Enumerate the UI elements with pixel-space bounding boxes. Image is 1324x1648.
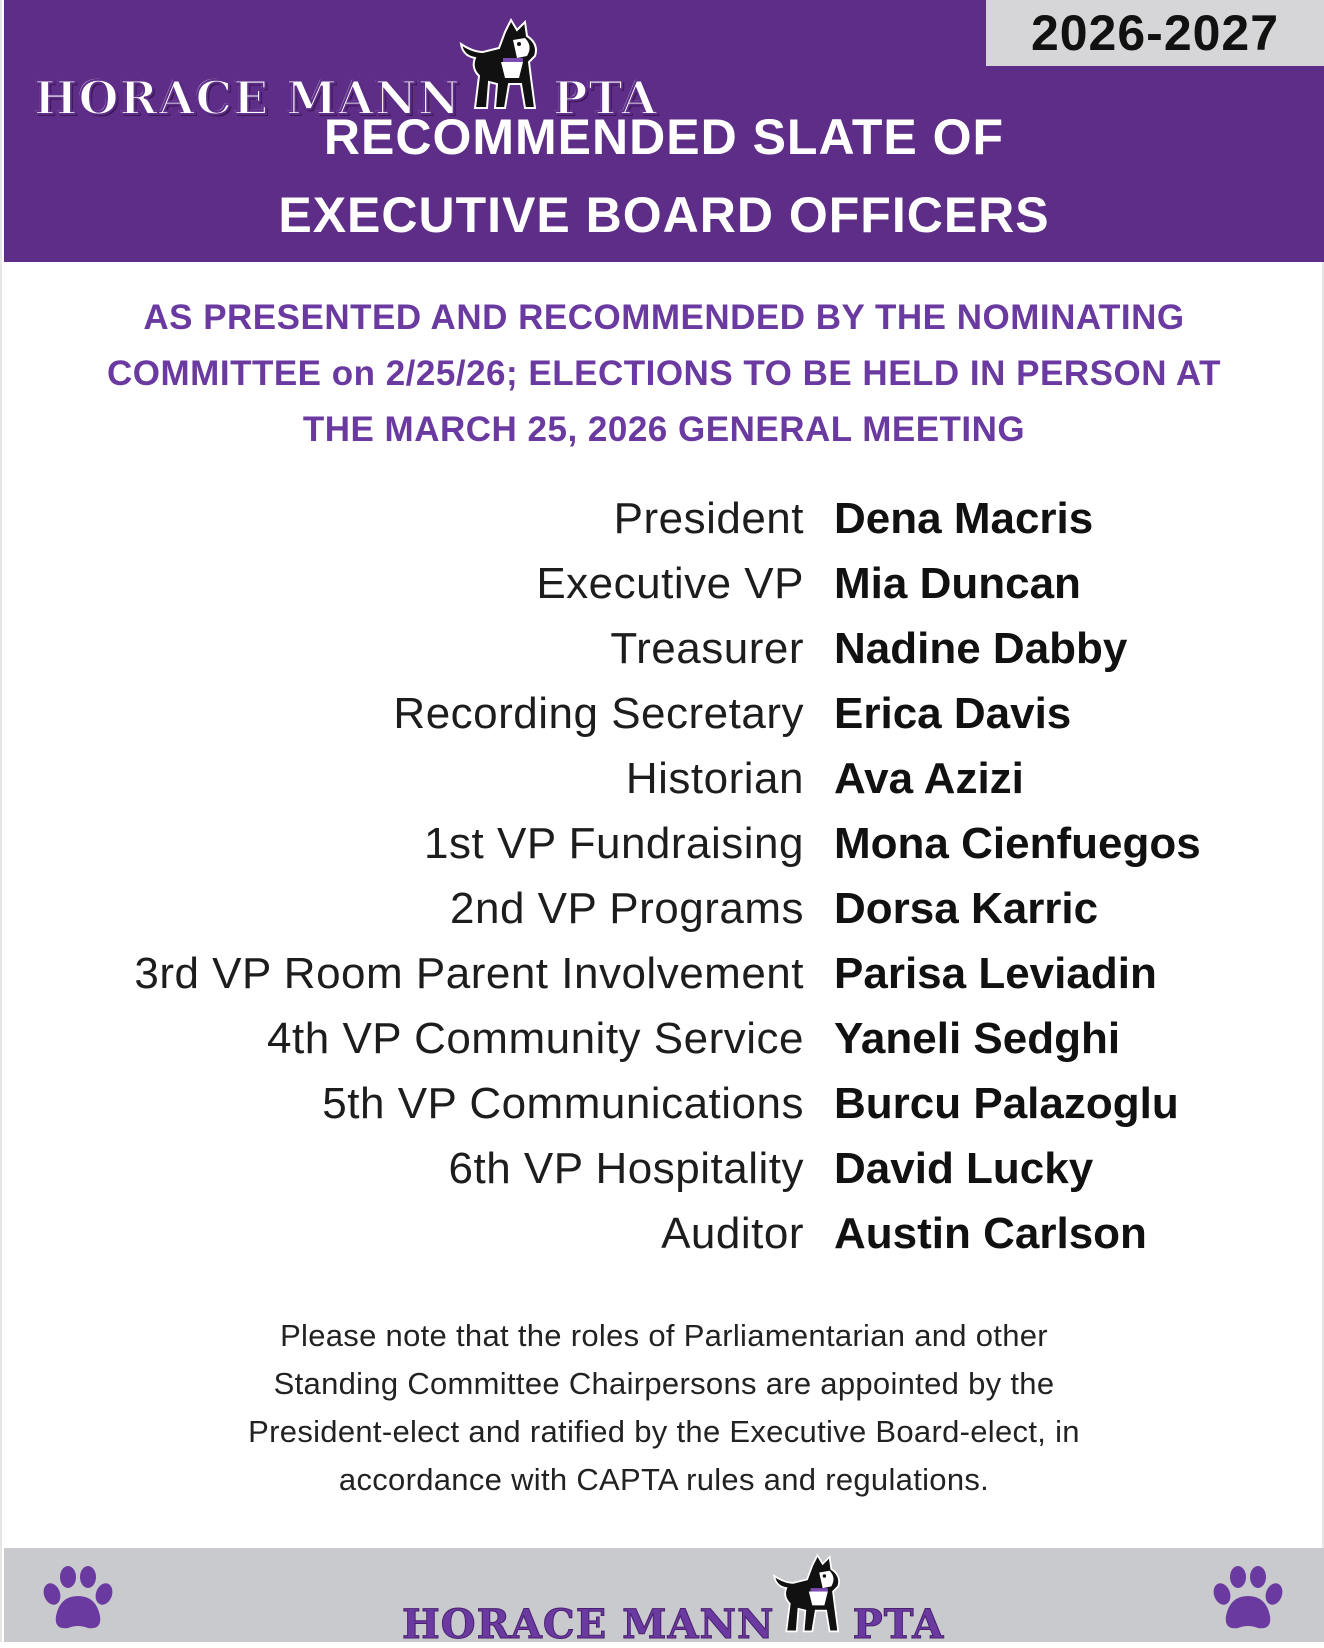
page-title-line-2: EXECUTIVE BOARD OFFICERS [278, 187, 1050, 243]
officer-row [2, 754, 1324, 819]
footer-logo-text-school: HORACE MANN [402, 1601, 775, 1648]
subtitle-line-2: COMMITTEE on 2/25/26; ELECTIONS TO BE HELD IN PERSON AT [107, 354, 1221, 393]
officer-role: Treasurer [610, 624, 804, 673]
paw-print-icon [40, 1564, 116, 1639]
logo-text-pta: PTA [552, 71, 658, 125]
officer-name: Erica Davis [834, 689, 1072, 738]
officer-row [2, 494, 1324, 559]
footer-logo-text-pta: PTA [852, 1601, 945, 1648]
footer-banner [4, 1548, 1324, 1648]
officer-role: 1st VP Fundraising [424, 819, 804, 868]
officer-row [2, 1144, 1324, 1209]
officer-role: 4th VP Community Service [267, 1014, 804, 1063]
officer-name: Nadine Dabby [834, 624, 1128, 673]
logo-text-school: HORACE MANN [34, 71, 461, 125]
page-title-line-1: RECOMMENDED SLATE OF [323, 109, 1005, 165]
officer-role: Recording Secretary [393, 689, 804, 738]
officer-slate-list [2, 494, 1324, 1274]
officer-name: Dena Macris [834, 494, 1094, 543]
officer-role: 3rd VP Room Parent Involvement [134, 949, 804, 998]
officer-role: 6th VP Hospitality [448, 1144, 804, 1193]
officer-role: President [613, 494, 804, 543]
officer-row [2, 819, 1324, 884]
officer-role: Historian [625, 754, 804, 803]
officer-row [2, 559, 1324, 624]
officer-name: Dorsa Karric [834, 884, 1099, 933]
officer-role: Executive VP [536, 559, 804, 608]
officer-role: 2nd VP Programs [450, 884, 804, 933]
note-line-1: Please note that the roles of Parliamentarian and other [280, 1318, 1048, 1353]
note-line-2: Standing Committee Chairpersons are appointed by the [273, 1366, 1055, 1401]
officer-name: Mia Duncan [834, 559, 1081, 608]
officer-role: 5th VP Communications [322, 1079, 804, 1128]
note-line-3: President-elect and ratified by the Executive Board-elect, in [248, 1414, 1080, 1449]
officer-role: Auditor [661, 1209, 804, 1258]
officer-name: Ava Azizi [834, 754, 1024, 803]
officer-row [2, 1014, 1324, 1079]
officer-name: Yaneli Sedghi [834, 1014, 1121, 1063]
header-banner [4, 0, 1324, 262]
officer-name: Parisa Leviadin [834, 949, 1157, 998]
officer-row [2, 624, 1324, 689]
officer-row [2, 1079, 1324, 1144]
officer-row [2, 689, 1324, 754]
officer-name: Austin Carlson [834, 1209, 1147, 1258]
officer-row [2, 884, 1324, 949]
note-line-4: accordance with CAPTA rules and regulations. [338, 1462, 990, 1497]
officer-name: Burcu Palazoglu [834, 1079, 1179, 1128]
subtitle-line-3: THE MARCH 25, 2026 GENERAL MEETING [302, 410, 1026, 449]
subtitle-line-1: AS PRESENTED AND RECOMMENDED BY THE NOMINATING [143, 298, 1185, 337]
officer-row [2, 949, 1324, 1014]
officer-name: Mona Cienfuegos [834, 819, 1201, 868]
officer-name: David Lucky [834, 1144, 1094, 1193]
husky-mascot-icon [769, 1552, 859, 1648]
paw-print-icon [1210, 1564, 1286, 1639]
officer-row [2, 1209, 1324, 1274]
footer-horace-mann-pta-logo [402, 1552, 944, 1648]
school-year-badge: 2026-2027 [986, 0, 1324, 66]
